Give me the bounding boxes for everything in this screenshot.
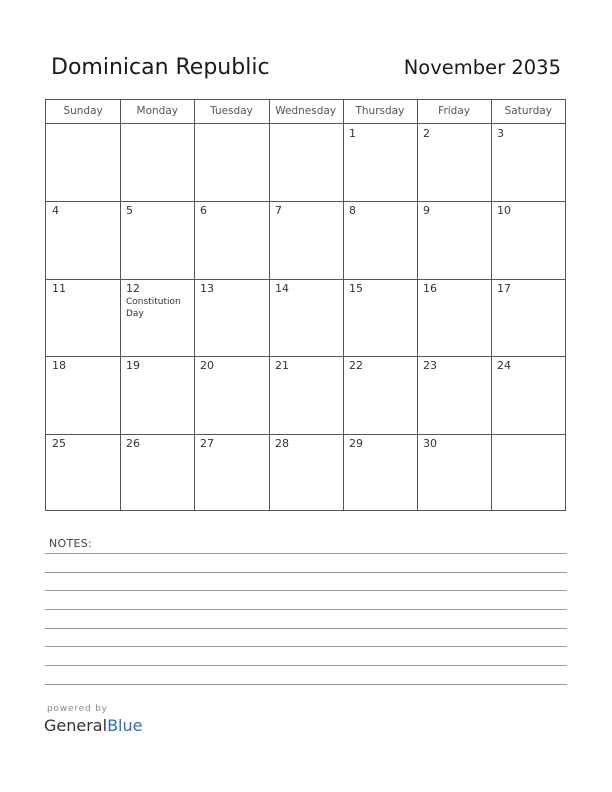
- day-cell: [194, 279, 268, 356]
- header-column-divider: [417, 100, 418, 124]
- day-cell: [46, 356, 120, 433]
- day-cell: [120, 356, 194, 433]
- weekday-thursday: Thursday: [355, 105, 405, 117]
- weekday-wednesday: Wednesday: [275, 105, 337, 117]
- day-cell: [491, 434, 565, 511]
- notes-line: [45, 646, 567, 647]
- day-number: 1: [349, 127, 356, 140]
- day-number: 6: [200, 204, 207, 217]
- day-cell: [194, 201, 268, 278]
- day-cell: [491, 124, 565, 201]
- day-cell: [120, 434, 194, 511]
- notes-line: [45, 609, 567, 610]
- day-number: 23: [423, 359, 437, 372]
- notes-line: [45, 684, 567, 685]
- day-number: 15: [349, 282, 363, 295]
- day-number: 5: [126, 204, 133, 217]
- day-cell: [491, 279, 565, 356]
- day-number: 9: [423, 204, 430, 217]
- day-number: 26: [126, 437, 140, 450]
- logo-general-text: General: [44, 716, 108, 735]
- calendar-month-title: November 2035: [403, 56, 561, 79]
- day-number: 18: [52, 359, 66, 372]
- calendar-country-title: Dominican Republic: [51, 55, 270, 80]
- notes-line: [45, 628, 567, 629]
- day-cell: [46, 434, 120, 511]
- day-number: 12: [126, 282, 140, 295]
- day-cell: [120, 201, 194, 278]
- notes-line: [45, 553, 567, 554]
- weekday-tuesday: Tuesday: [210, 105, 253, 117]
- day-number: 22: [349, 359, 363, 372]
- day-cell: [417, 356, 491, 433]
- notes-line: [45, 590, 567, 591]
- powered-by-text: powered by: [47, 704, 108, 714]
- day-cell: [491, 356, 565, 433]
- day-number: 13: [200, 282, 214, 295]
- day-cell: [269, 124, 343, 201]
- notes-label: NOTES:: [49, 537, 93, 550]
- day-cell: [343, 279, 417, 356]
- day-cell: [46, 201, 120, 278]
- day-number: 25: [52, 437, 66, 450]
- day-number: 14: [275, 282, 289, 295]
- calendar-days: [46, 124, 565, 510]
- logo-blue-text: Blue: [107, 716, 143, 735]
- day-number: 7: [275, 204, 282, 217]
- day-number: 4: [52, 204, 59, 217]
- day-cell: [343, 356, 417, 433]
- header-column-divider: [194, 100, 195, 124]
- day-number: 24: [497, 359, 511, 372]
- notes-line: [45, 572, 567, 573]
- notes-line: [45, 665, 567, 666]
- day-cell: [343, 124, 417, 201]
- weekday-sunday: Sunday: [63, 105, 103, 117]
- day-cell: [417, 279, 491, 356]
- day-cell: [120, 124, 194, 201]
- weekday-monday: Monday: [136, 105, 178, 117]
- day-cell: [46, 124, 120, 201]
- day-number: 11: [52, 282, 66, 295]
- header-column-divider: [120, 100, 121, 124]
- day-number: 8: [349, 204, 356, 217]
- day-number: 27: [200, 437, 214, 450]
- day-number: 29: [349, 437, 363, 450]
- day-number: 21: [275, 359, 289, 372]
- day-cell: [417, 434, 491, 511]
- day-cell: [194, 434, 268, 511]
- holiday-label: Constitution Day: [126, 297, 181, 319]
- header-column-divider: [491, 100, 492, 124]
- header-column-divider: [343, 100, 344, 124]
- day-cell: [269, 279, 343, 356]
- day-cell: [417, 201, 491, 278]
- day-number: 17: [497, 282, 511, 295]
- day-number: 16: [423, 282, 437, 295]
- header-column-divider: [269, 100, 270, 124]
- day-number: 2: [423, 127, 430, 140]
- day-number: 19: [126, 359, 140, 372]
- day-cell: [343, 434, 417, 511]
- day-cell: [269, 434, 343, 511]
- day-cell: [46, 279, 120, 356]
- day-cell: [120, 279, 194, 356]
- day-cell: [194, 356, 268, 433]
- day-cell: [417, 124, 491, 201]
- day-number: 3: [497, 127, 504, 140]
- day-number: 20: [200, 359, 214, 372]
- day-cell: [194, 124, 268, 201]
- day-number: 30: [423, 437, 437, 450]
- weekday-friday: Friday: [438, 105, 470, 117]
- day-cell: [491, 201, 565, 278]
- day-cell: [269, 201, 343, 278]
- generalblue-logo: [44, 716, 142, 735]
- day-number: 28: [275, 437, 289, 450]
- weekday-header-row: [46, 100, 565, 124]
- day-number: 10: [497, 204, 511, 217]
- weekday-saturday: Saturday: [504, 105, 552, 117]
- day-cell: [269, 356, 343, 433]
- day-cell: [343, 201, 417, 278]
- calendar-grid: [45, 99, 566, 511]
